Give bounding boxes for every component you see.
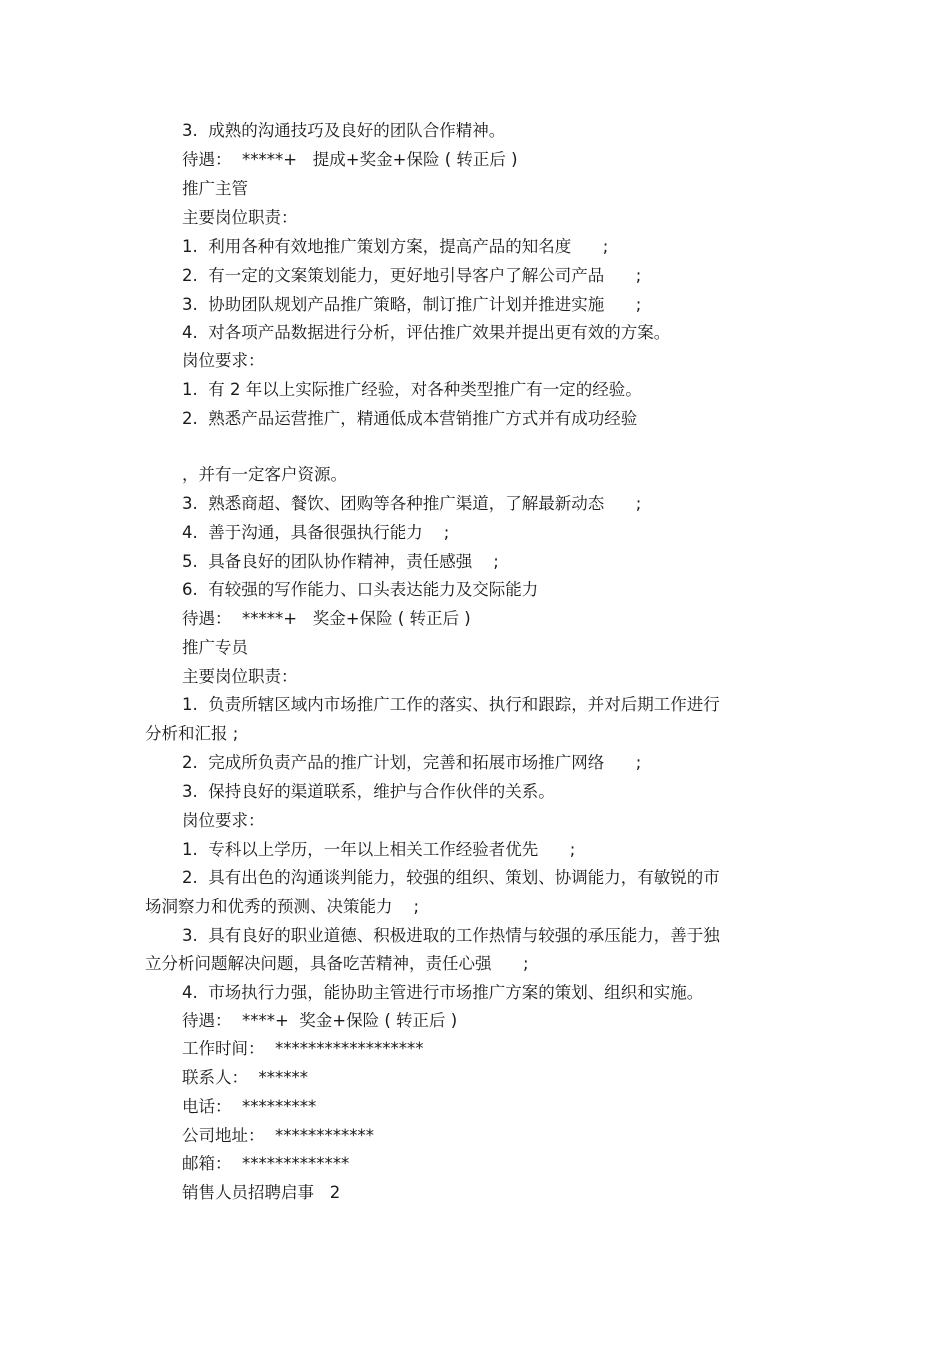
text-line: 主要岗位职责： <box>182 667 298 686</box>
text-line: 岗位要求： <box>182 351 265 370</box>
text-line: 1. 有 2 年以上实际推广经验，对各种类型推广有一定的经验。 <box>182 380 642 399</box>
text-line: 2. 完成所负责产品的推广计划，完善和拓展市场推广网络 ; <box>182 753 642 772</box>
text-line: 4. 善于沟通，具备很强执行能力 ; <box>182 523 450 542</box>
section-heading: 销售人员招聘启事 2 <box>182 1183 341 1202</box>
text-line: 4. 市场执行力强，能协助主管进行市场推广方案的策划、组织和实施。 <box>182 983 704 1002</box>
text-line: 6. 有较强的写作能力、口头表达能力及交际能力 <box>182 580 539 599</box>
text-line: 3. 成熟的沟通技巧及良好的团队合作精神。 <box>182 121 506 140</box>
text-line: 待遇： ****+ 奖金+保险 ( 转正后 ) <box>182 1011 458 1030</box>
section-heading: 推广专员 <box>182 638 248 657</box>
text-line: 主要岗位职责： <box>182 208 298 227</box>
text-line: 工作时间： ****************** <box>182 1039 424 1058</box>
text-line: 联系人： ****** <box>182 1068 308 1087</box>
text-line: 3. 保持良好的渠道联系，维护与合作伙伴的关系。 <box>182 782 555 801</box>
text-line: 公司地址： ************ <box>182 1126 374 1145</box>
text-line: ，并有一定客户资源。 <box>182 465 347 484</box>
text-line: 岗位要求： <box>182 811 265 830</box>
text-line: 2. 熟悉产品运营推广，精通低成本营销推广方式并有成功经验 <box>182 409 638 428</box>
text-line: 5. 具备良好的团队协作精神，责任感强 ; <box>182 552 499 571</box>
text-line: 2. 有一定的文案策划能力，更好地引导客户了解公司产品 ; <box>182 266 642 285</box>
text-line: 邮箱： ************* <box>182 1154 350 1173</box>
text-line: 2. 具有出色的沟通谈判能力，较强的组织、策划、协调能力，有敏锐的市 <box>182 868 720 887</box>
text-line: 1. 专科以上学历，一年以上相关工作经验者优先 ; <box>182 840 576 859</box>
text-line: 电话： ********* <box>182 1097 317 1116</box>
text-line: 分析和汇报 ; <box>145 724 239 743</box>
text-line: 待遇： *****+ 奖金+保险 ( 转正后 ) <box>182 609 471 628</box>
text-line: 3. 协助团队规划产品推广策略，制订推广计划并推进实施 ; <box>182 295 642 314</box>
text-line: 场洞察力和优秀的预测、决策能力 ; <box>145 897 420 916</box>
text-line: 4. 对各项产品数据进行分析，评估推广效果并提出更有效的方案。 <box>182 323 671 342</box>
text-line: 3. 具有良好的职业道德、积极进取的工作热情与较强的承压能力，善于独 <box>182 926 720 945</box>
text-line: 待遇： *****+ 提成+奖金+保险 ( 转正后 ) <box>182 150 518 169</box>
text-line: 3. 熟悉商超、餐饮、团购等各种推广渠道，了解最新动态 ; <box>182 494 642 513</box>
text-line: 1. 利用各种有效地推广策划方案，提高产品的知名度 ; <box>182 237 609 256</box>
text-line: 立分析问题解决问题，具备吃苦精神，责任心强 ; <box>145 954 529 973</box>
text-line: 1. 负责所辖区域内市场推广工作的落实、执行和跟踪，并对后期工作进行 <box>182 695 720 714</box>
section-heading: 推广主管 <box>182 179 248 198</box>
